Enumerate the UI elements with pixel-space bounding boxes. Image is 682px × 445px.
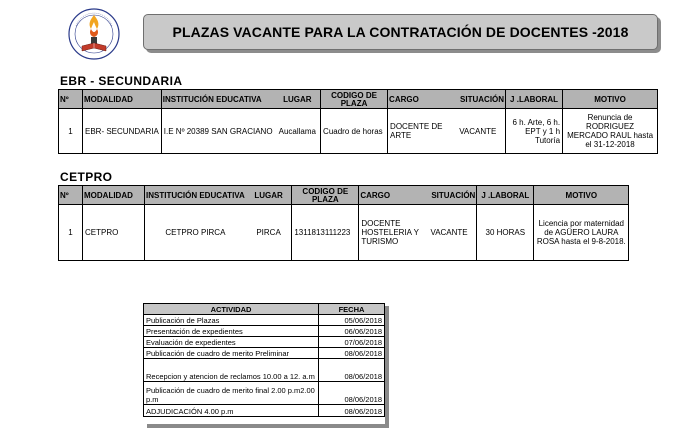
cell-codigo: 1311813111223	[292, 205, 359, 261]
schedule-fecha: 08/06/2018	[319, 348, 385, 359]
schedule-row	[144, 382, 385, 405]
page-title: PLAZAS VACANTE PARA LA CONTRATACIÓN DE DOCENTES -2018	[172, 24, 629, 40]
col-motivo: MOTIVO	[534, 186, 629, 205]
schedule-fecha: 07/06/2018	[319, 337, 385, 348]
schedule-fecha: 06/06/2018	[319, 326, 385, 337]
cell-situacion: VACANTE	[422, 205, 477, 261]
table-row	[59, 109, 658, 154]
schedule-row	[144, 359, 385, 382]
schedule-shadow-right	[385, 306, 389, 428]
schedule-actividad: ADJUDICACIÓN 4.00 p.m	[144, 405, 319, 417]
cell-lugar: PIRCA	[246, 205, 292, 261]
col-jlaboral: J .LABORAL	[477, 186, 534, 205]
col-situacion: SITUACIÓN	[422, 186, 477, 205]
cell-num: 1	[59, 205, 83, 261]
cell-cargo: DOCENTE HOSTELERIA Y TURISMO	[359, 205, 422, 261]
schedule-actividad: Presentación de expedientes	[144, 326, 319, 337]
col-modalidad: MODALIDAD	[83, 186, 145, 205]
cell-jlaboral: 6 h. Arte, 6 h. EPT y 1 h Tutoría	[506, 109, 563, 154]
schedule-row	[144, 405, 385, 417]
schedule-actividad: Publicación de cuadro de merito Preliminar	[144, 348, 319, 359]
vacancy-table-cetpro	[58, 185, 629, 261]
cell-institucion: I.E Nº 20389 SAN GRACIANO	[161, 109, 274, 154]
schedule-row	[144, 326, 385, 337]
table-header-row	[59, 186, 629, 205]
cell-num: 1	[59, 109, 83, 154]
cell-motivo: Renuncia de RODRIGUEZ MERCADO RAUL hasta el 31-12-2018	[563, 109, 658, 154]
col-lugar: LUGAR	[275, 90, 321, 109]
vacancy-table-ebr	[58, 89, 658, 154]
col-jlaboral: J .LABORAL	[506, 90, 563, 109]
col-num: Nº	[59, 186, 83, 205]
col-cargo: CARGO	[359, 186, 422, 205]
col-motivo: MOTIVO	[563, 90, 658, 109]
col-lugar: LUGAR	[246, 186, 292, 205]
col-institucion: INSTITUCIÓN EDUCATIVA	[145, 186, 246, 205]
table-row	[59, 205, 629, 261]
cell-jlaboral: 30 HORAS	[477, 205, 534, 261]
schedule-actividad: Publicación de Plazas	[144, 315, 319, 326]
schedule-actividad: Evaluación de expedientes	[144, 337, 319, 348]
page-title-banner	[143, 14, 658, 50]
section-title-ebr: EBR - SECUNDARIA	[60, 74, 183, 88]
schedule-col-actividad: ACTIVIDAD	[144, 304, 319, 315]
cell-motivo: Licencia por maternidad de AGÜERO LAURA ROSA hasta el 9-8-2018.	[534, 205, 629, 261]
cell-institucion: CETPRO PIRCA	[145, 205, 246, 261]
schedule-fecha: 08/06/2018	[319, 359, 385, 382]
cell-codigo: Cuadro de horas	[321, 109, 388, 154]
schedule-row	[144, 348, 385, 359]
table-header-row	[59, 90, 658, 109]
schedule-table	[143, 303, 385, 417]
col-num: Nº	[59, 90, 83, 109]
col-institucion: INSTITUCIÓN EDUCATIVA	[161, 90, 274, 109]
schedule-actividad: Recepcion y atencion de reclamos 10.00 a 12. a.m	[144, 359, 319, 382]
col-cargo: CARGO	[388, 90, 451, 109]
cell-cargo: DOCENTE DE ARTE	[388, 109, 451, 154]
section-title-cetpro: CETPRO	[60, 170, 113, 184]
schedule-actividad: Publicación de cuadro de merito final 2.00 p.m2.00 p.m	[144, 382, 319, 405]
cell-modalidad: EBR- SECUNDARIA	[83, 109, 162, 154]
schedule-row	[144, 315, 385, 326]
school-crest-logo	[62, 6, 126, 62]
schedule-row	[144, 337, 385, 348]
col-codigo: CODIGO DE PLAZA	[321, 90, 388, 109]
schedule-header-row	[144, 304, 385, 315]
schedule-col-fecha: FECHA	[319, 304, 385, 315]
col-modalidad: MODALIDAD	[83, 90, 162, 109]
schedule-fecha: 05/06/2018	[319, 315, 385, 326]
schedule-fecha: 08/06/2018	[319, 382, 385, 405]
cell-situacion: VACANTE	[451, 109, 506, 154]
cell-modalidad: CETPRO	[83, 205, 145, 261]
crest-icon	[62, 6, 126, 62]
cell-lugar: Aucallama	[275, 109, 321, 154]
schedule-shadow-bottom	[147, 424, 389, 428]
col-situacion: SITUACIÓN	[451, 90, 506, 109]
col-codigo: CODIGO DE PLAZA	[292, 186, 359, 205]
schedule-fecha: 08/06/2018	[319, 405, 385, 417]
